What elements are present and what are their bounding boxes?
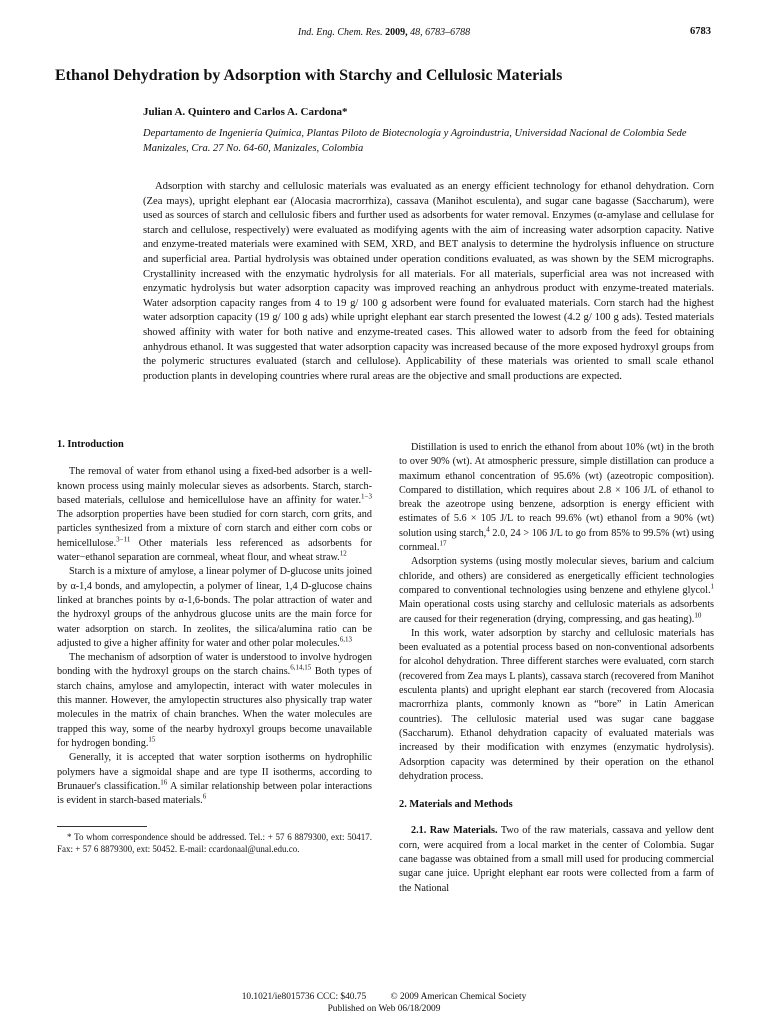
author-list: Julian A. Quintero and Carlos A. Cardona*	[143, 106, 348, 118]
footnote-rule	[57, 826, 147, 827]
page-number: 6783	[690, 26, 711, 37]
paper-title: Ethanol Dehydration by Adsorption with Starchy and Cellulosic Materials	[55, 67, 563, 84]
intro-paragraph-4: Generally, it is accepted that water sorption isotherms on hydrophilic polymers have a sigmoidal shape and are type II isotherms, according to Brunauer's classification.$^{16}$ A similar relationship between polar interactions is evident in starch-based materials.$^6$	[57, 752, 372, 807]
affiliation: Departamento de Ingeniería Química, Plantas Piloto de Biotecnología y Agroindustria, Universidad Nacional de Colombia Sede Manizales, Cra. 27 No. 64-60, Manizales, Colombia	[143, 128, 687, 154]
body-paragraph-this-work: In this work, water adsorption by starchy and cellulosic materials has been evaluated as a potential process based on non-conventional adsorbents for alcohol dehydration. Three different starches were evaluated, corn starch (recovered from Zea mays L plants), cassava starch (recovered from Manihot esculenta plants) and upright elephant ear starch (recovered from Alocasia macrorrhiza plants, commonly known as “bore” in Latin American countries). The cellulosic material used was sugar cane baggase (Saccharum). Ethanol dehydration capacity of evaluated materials was increased by their modification with enzymes (enzymatic hydrolysis). Adsorption capacity was determined by their operation on the ethanol dehydration process.	[399, 627, 715, 782]
abstract: Adsorption with starchy and cellulosic materials was evaluated as an energy efficient technology for ethanol dehydration. Corn (Zea mays), upright elephant ear (Alocasia macrorrhiza), cassava (Manihot esculenta), and sugar cane bagasse (Saccharum), were used as sources of starch and cellulosic fibers and further used as adsorbents for water removal. Enzymes (α-amylase and cellulase for starch and cellulose, respectively) were evaluated as modifying agents with the aim of increasing water adsorption capacity. Native and enzyme-treated materials were examined with SEM, XRD, and BET analysis to determine the hydrolysis influence on structure and superficial area. Partial hydrolysis was obtained under operation conditions evaluated, as was shown by the SEM micrographs. Crystallinity increased with the enzymatic hydrolysis for all materials. For all materials, superficial area was not increased with enzymatic hydrolysis but water adsorption capacity was improved reaching an anhydrous product with enzyme-treated materials. Water adsorption capacity ranges from 4 to 19 g/ 100 g adsorbent were found for evaluated materials. Corn starch had the highest water adsorption capacity (19 g/ 100 g ads) while upright elephant ear starch presented the lowest (4.2 g/ 100 g ads). Tested materials showed affinity with water for both native and enzyme-treated cases. This allowed water to adsorb from the feed for obtaining anhydrous ethanol. It was suggested that water adsorption capacity was increased because of the more exposed hydroxyl groups from the polymeric structures evaluated (starch and cellulose). Applicability of these materials was oriented to small scale ethanol production plants in developing countries where rural areas are the objective and small productions are expected.	[143, 181, 714, 382]
journal-year: 2009,	[385, 27, 408, 38]
doi-line: 10.1021/ie8015736 CCC: $40.75	[241, 992, 367, 1002]
right-column	[399, 441, 714, 896]
running-header	[0, 27, 768, 38]
correspondence-footnote: * To whom correspondence should be addressed. Tel.: + 57 6 8879300, ext: 50417. Fax: + 57 6 8879300, ext: 50452. E-mail: ccardonaal@unal.edu.co.	[57, 832, 372, 855]
left-column	[57, 438, 372, 855]
published-line: Published on Web 06/18/2009	[327, 1004, 441, 1014]
intro-paragraph-1: The removal of water from ethanol using a fixed-bed adsorber is a well-known process using mainly molecular sieves as adsorbents. Starch, starch-based materials, cellulose and hemicellulose have an affinity for water.$^{1-3}$ The adsorption properties have been studied for corn starch, corn grits, and particles synthesized from a mixture of corn starch and either corn cobs or hemicellulose.$^{3-11}$ Other materials less referenced as adsorbents for water−ethanol separation are cornmeal, wheat flour, and wheat straw.$^{12}$	[57, 466, 372, 564]
journal-name: Ind. Eng. Chem. Res.	[297, 27, 383, 38]
subsection-heading-raw-materials: 2.1. Raw Materials.	[411, 825, 498, 837]
section-heading-introduction: 1. Introduction	[57, 439, 124, 450]
copyright-line: © 2009 American Chemical Society	[390, 992, 527, 1002]
section-heading-materials-methods: 2. Materials and Methods	[399, 799, 513, 811]
journal-volume-pages: 48, 6783–6788	[410, 27, 471, 38]
page-footer	[0, 991, 768, 1015]
raw-materials-paragraph: 2.1. Raw Materials. Two of the raw materials, cassava and yellow dent corn, were acquired from a local market in the center of Colombia. Sugar cane bagasse was obtained from a small mill used for producing commercial sugar cane juice. Upright elephant ear roots were collected from a farm of the National	[399, 825, 714, 894]
body-paragraph-adsorption-systems: Adsorption systems (using mostly molecular sieves, barium and calcium chloride, and others) are considered as energetically efficient technologies compared to conventional technologies using benzene and ethylene glycol.$^1$ Main operational costs using starchy and cellulosic materials as adsorbents are caused for their regeneration (drying, compressing, and gas heating).$^{10}$	[399, 556, 714, 625]
intro-paragraph-2: Starch is a mixture of amylose, a linear polymer of D-glucose units joined by α-1,4 bonds, and amylopectin, a polymer of linear, 1,4 D-glucose chains linked at branches points by α-1,6-bonds. The polar attraction of water and the hydroxyl groups of the anhydrous glucose units are the main force for water adsorption on starch. In zeolites, the silica/alumina ratio can be adjusted to give a higher affinity for water and other polar molecules.$^{6,13}$	[57, 566, 372, 649]
body-paragraph-distillation: Distillation is used to enrich the ethanol from about 10% (wt) in the broth to over 90% (wt). At atmospheric pressure, simple distillation can produce a maximum ethanol concentration of 95.6% (wt) (azeotropic composition). Compared to distillation, which requires about 2.8 × 106 J/L of ethanol to break the azeotrope using benzene, adsorption is energy efficient with estimates of 5.6 × 105 J/L to reach 99.6% (wt) ethanol from a 90% (wt) solution using starch,$^4$ 2.0, 24 > 106 J/L to go from 85% to 99.5% (wt) using cornmeal.$^{17}$	[399, 442, 715, 554]
intro-paragraph-3: The mechanism of adsorption of water is understood to involve hydrogen bonding with the hydroxyl groups on the starch chains.$^{6,14,15}$ Both types of starch chains, amylose and amylopectin, interact with water molecules in this manner. However, the amylopectin structures also physically trap water molecules in the matrix of chain branches. When the water molecules are trapped this way, some of the nearby hydroxyl groups become unavailable for hydrogen bonding.$^{15}$	[57, 652, 372, 749]
